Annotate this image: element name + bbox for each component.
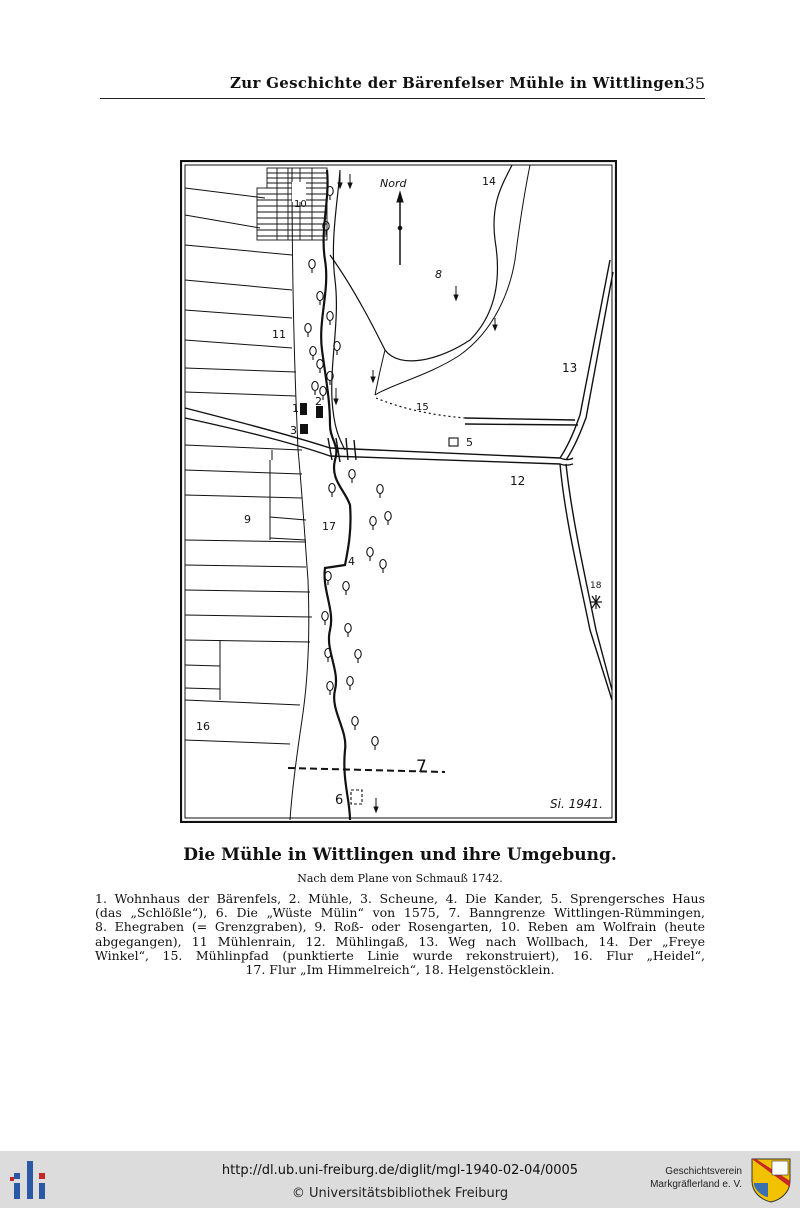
legend-line: Winkel“, 15. Mühlinpfad (punktierte Linie wurde rekonstruiert), 16. Flur „Heidel“, <box>95 947 705 963</box>
legend-line: abgegangen), 11 Mühlenrain, 12. Mühlingaß, 13. Weg nach Wollbach, 14. Der „Freye <box>95 933 705 949</box>
permalink-url[interactable]: http://dl.ub.uni-freiburg.de/diglit/mgl-1940-02-04/0005 <box>221 1163 579 1178</box>
label-17: 17 <box>322 520 336 533</box>
society-name-line1: Geschichtsverein <box>665 1166 742 1177</box>
figure-subtitle: Nach dem Plane von Schmauß 1742. <box>297 872 503 885</box>
legend-line: 17. Flur „Im Himmelreich“, 18. Helgenstöcklein. <box>245 962 555 978</box>
viewer-footer <box>0 1151 800 1208</box>
north-label: Nord <box>380 177 407 190</box>
legend-line: 8. Ehegraben (= Grenzgraben), 9. Roß- oder Rosengarten, 10. Reben am Wolfrain (heute <box>95 919 705 935</box>
coat-of-arms-icon[interactable] <box>750 1157 792 1203</box>
label-3: 3 <box>290 424 297 437</box>
desert-mill-site <box>351 790 362 804</box>
label-16: 16 <box>196 720 210 733</box>
label-15: 15 <box>416 402 429 413</box>
legend-line: 1. Wohnhaus der Bärenfels, 2. Mühle, 3. Scheune, 4. Die Kander, 5. Sprengersches Haus <box>95 891 705 906</box>
running-title: Zur Geschichte der Bärenfelser Mühle in Wittlingen <box>230 74 686 92</box>
label-1: 1 <box>292 402 299 415</box>
label-14: 14 <box>482 175 496 188</box>
building-residence <box>300 403 307 415</box>
legend-line: (das „Schlößle“), 6. Die „Wüste Mülin“ von 1575, 7. Banngrenze Wittlingen-Rümmingen, <box>95 905 705 921</box>
figure-title: Die Mühle in Wittlingen und ihre Umgebung. <box>183 845 617 865</box>
map-signature: Si. 1941. <box>550 797 603 811</box>
label-5: 5 <box>466 436 473 449</box>
label-8: 8 <box>435 268 442 281</box>
society-name-line2: Markgräflerland e. V. <box>650 1179 742 1190</box>
page-header <box>100 72 705 99</box>
label-18: 18 <box>590 581 602 591</box>
river-kander <box>321 170 350 820</box>
label-13: 13 <box>562 361 578 375</box>
road-muehlingass <box>185 408 573 465</box>
label-7: 7 <box>416 757 427 777</box>
road-wollbach <box>465 260 613 700</box>
label-2: 2 <box>315 395 322 408</box>
trees <box>305 187 391 751</box>
label-12: 12 <box>510 474 526 488</box>
north-arrow <box>397 192 403 265</box>
map-border <box>181 161 616 822</box>
page-number: 35 <box>684 74 705 93</box>
society-name[interactable] <box>612 1165 742 1191</box>
building-barn <box>300 424 308 434</box>
label-11: 11 <box>272 328 286 341</box>
label-4: 4 <box>348 555 355 568</box>
label-9: 9 <box>244 513 251 526</box>
figure-legend <box>95 892 705 977</box>
copyright-notice: © Universitätsbibliothek Freiburg <box>291 1186 509 1201</box>
label-10: 10 <box>294 199 307 210</box>
house-sprenger <box>449 438 458 446</box>
label-6: 6 <box>335 793 344 808</box>
mill-map <box>180 160 617 823</box>
